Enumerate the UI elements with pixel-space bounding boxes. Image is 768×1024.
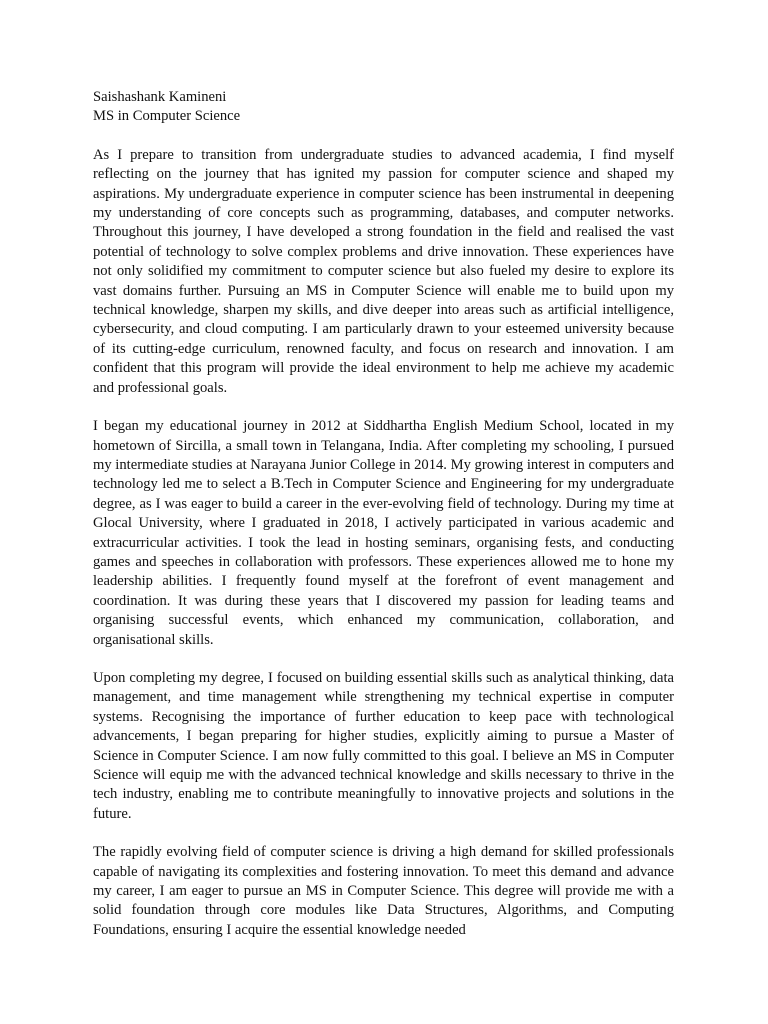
paragraph-education: I began my educational journey in 2012 at Siddhartha English Medium School, located in my hometown of Sircilla, a small town in Telangana, India. After completing my schooling, I pursued my intermediate studies at Narayana Junior College in 2014. My growing interest in computers and technology led me to select a B.Tech in Computer Science and Engineering for my undergraduate degree, as I was eager to build a career in the ever-evolving field of technology. During my time at Glocal University, where I graduated in 2018, I actively participated in various academic and extracurricular activities. I took the lead in hosting seminars, organising fests, and conducting games and speeches in collaboration with professors. These experiences allowed me to hone my leadership abilities. I frequently found myself at the forefront of event management and coordination. It was during these years that I discovered my passion for leading teams and organising successful events, which enhanced my communication, collaboration, and organisational skills.	[93, 418, 674, 648]
document-header	[93, 88, 674, 127]
document-page	[93, 88, 674, 959]
paragraph-motivation: The rapidly evolving field of computer science is driving a high demand for skilled professionals capable of navigating its complexities and fostering innovation. To meet this demand and advance my career, I am eager to pursue an MS in Computer Science. This degree will provide me with a solid foundation through core modules like Data Structures, Algorithms, and Computing Foundations, ensuring I acquire the essential knowledge needed	[93, 844, 674, 938]
paragraph-intro: As I prepare to transition from undergraduate studies to advanced academia, I find myself reflecting on the journey that has ignited my passion for computer science and shaped my aspirations. My undergraduate experience in computer science has been instrumental in deepening my understanding of core concepts such as programming, databases, and computer networks. Throughout this journey, I have developed a strong foundation in the field and realised the vast potential of technology to solve complex problems and drive innovation. These experiences have not only solidified my commitment to computer science but also fueled my desire to explore its vast domains further. Pursuing an MS in Computer Science will enable me to build upon my technical knowledge, sharpen my skills, and dive deeper into areas such as artificial intelligence, cybersecurity, and cloud computing. I am particularly drawn to your esteemed university because of its cutting-edge curriculum, renowned faculty, and focus on research and innovation. I am confident that this program will provide the ideal environment to help me achieve my academic and professional goals.	[93, 146, 674, 396]
author-name: Saishashank Kamineni	[93, 89, 227, 105]
paragraph-goals: Upon completing my degree, I focused on building essential skills such as analytical thinking, data management, and time management while strengthening my technical expertise in computer systems. Recognising the importance of further education to keep pace with technological advancements, I began preparing for higher studies, explicitly aiming to pursue a Master of Science in Computer Science. I am now fully committed to this goal. I believe an MS in Computer Science will equip me with the advanced technical knowledge and skills necessary to thrive in the tech industry, enabling me to contribute meaningfully to innovative projects and solutions in the future.	[93, 669, 674, 822]
program-title: MS in Computer Science	[93, 108, 241, 125]
